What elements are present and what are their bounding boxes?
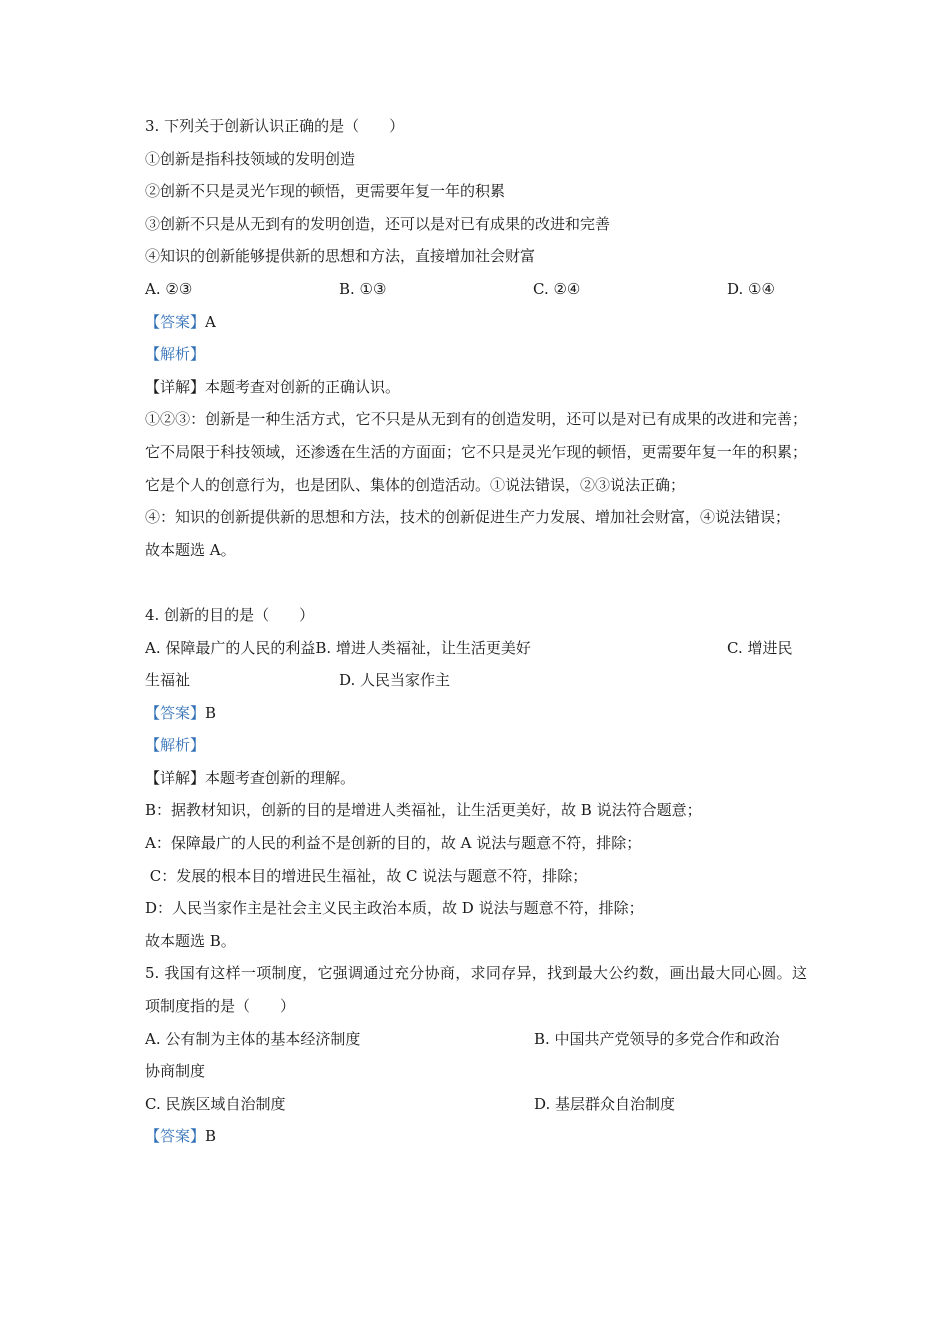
q4-detail (145, 762, 807, 795)
q3-item-4: ④知识的创新能够提供新的思想和方法，直接增加社会财富 (145, 247, 536, 266)
q5-option-b-start: B. 中国共产党领导的多党合作和政治 (534, 1029, 780, 1048)
q4-option-ab: A. 保障最广的人民的利益B. 增进人类福祉，让生活更美好 (145, 638, 531, 657)
document-page (145, 110, 807, 1153)
q5-option-c: C. 民族区域自治制度 (145, 1094, 286, 1113)
q5-options-line-2 (145, 1088, 807, 1121)
q3-option-d: D. ①④ (727, 279, 775, 298)
q4-detail-line-1: B：据教材知识，创新的目的是增进人类福祉，让生活更美好，故 B 说法符合题意； (145, 801, 702, 820)
q4-options-line-1 (145, 632, 807, 665)
q4-detail-intro: 本题考查创新的理解。 (205, 768, 356, 787)
spacer (145, 566, 807, 599)
q3-detail-paragraph-1: ①②③：创新是一种生活方式，它不只是从无到有的创造发明，还可以是对已有成果的改进和完善；它不局限于科技领域，还渗透在生活的方面面；它不只是灵光乍现的顿悟，更需要年复一年的积累；它是个人的创意行为，也是团队、集体的创造活动。①说法错误，②③说法正确； (145, 410, 807, 494)
q3-stem: 3. 下列关于创新认识正确的是（ ） (145, 117, 405, 135)
q3-option-b: B. ①③ (339, 279, 387, 298)
q5-option-a: A. 公有制为主体的基本经济制度 (145, 1029, 361, 1048)
q4-options-line-2 (145, 664, 807, 697)
answer-tag: 【答案】 (145, 703, 206, 722)
analysis-tag: 【解析】 (145, 736, 206, 755)
q5-stem: 5. 我国有这样一项制度，它强调通过充分协商，求同存异，找到最大公约数，画出最大同心圆。这项制度指的是（ ） (145, 964, 807, 1016)
q3-item-1: ①创新是指科技领域的发明创造 (145, 149, 356, 168)
q3-detail-paragraph-2: ④：知识的创新提供新的思想和方法，技术的创新促进生产力发展、增加社会财富，④说法错误； (145, 508, 791, 527)
detail-tag: 【详解】 (145, 768, 206, 787)
q3-item-2: ②创新不只是灵光乍现的顿悟，更需要年复一年的积累 (145, 182, 506, 201)
answer-tag: 【答案】 (145, 312, 206, 331)
q3-answer-value: A (205, 312, 216, 331)
q3-conclusion: 故本题选 A。 (145, 540, 236, 559)
q4-stem: 4. 创新的目的是（ ） (145, 605, 315, 624)
analysis-tag: 【解析】 (145, 345, 206, 364)
q3-item-3: ③创新不只是从无到有的发明创造，还可以是对已有成果的改进和完善 (145, 214, 611, 233)
q4-conclusion: 故本题选 B。 (145, 931, 236, 950)
q3-option-c: C. ②④ (533, 279, 581, 298)
q3-options (145, 273, 807, 306)
q3-detail (145, 371, 807, 404)
q4-option-c-start: C. 增进民 (727, 638, 793, 657)
q4-option-d: D. 人民当家作主 (339, 671, 451, 690)
q4-analysis (145, 729, 807, 762)
answer-tag: 【答案】 (145, 1127, 206, 1146)
q4-detail-line-4: D：人民当家作主是社会主义民主政治本质，故 D 说法与题意不符，排除； (145, 899, 644, 918)
detail-tag: 【详解】 (145, 377, 206, 396)
q5-answer (145, 1120, 807, 1153)
q3-option-a: A. ②③ (145, 279, 193, 298)
q3-detail-intro: 本题考查对创新的正确认识。 (205, 377, 401, 396)
q5-option-b-end: 协商制度 (145, 1062, 206, 1081)
q4-detail-line-2: A：保障最广的人民的利益不是创新的目的，故 A 说法与题意不符，排除； (145, 834, 642, 853)
q5-answer-value: B (205, 1127, 217, 1146)
q5-options-line-1 (145, 1023, 807, 1056)
q3-answer (145, 306, 807, 339)
q4-option-c-end: 生福祉 (145, 671, 191, 690)
q4-detail-line-3: C：发展的根本目的增进民生福祉，故 C 说法与题意不符，排除； (145, 866, 588, 885)
q4-answer (145, 697, 807, 730)
q4-answer-value: B (205, 703, 217, 722)
q3-analysis (145, 338, 807, 371)
q5-option-d: D. 基层群众自治制度 (534, 1094, 676, 1113)
